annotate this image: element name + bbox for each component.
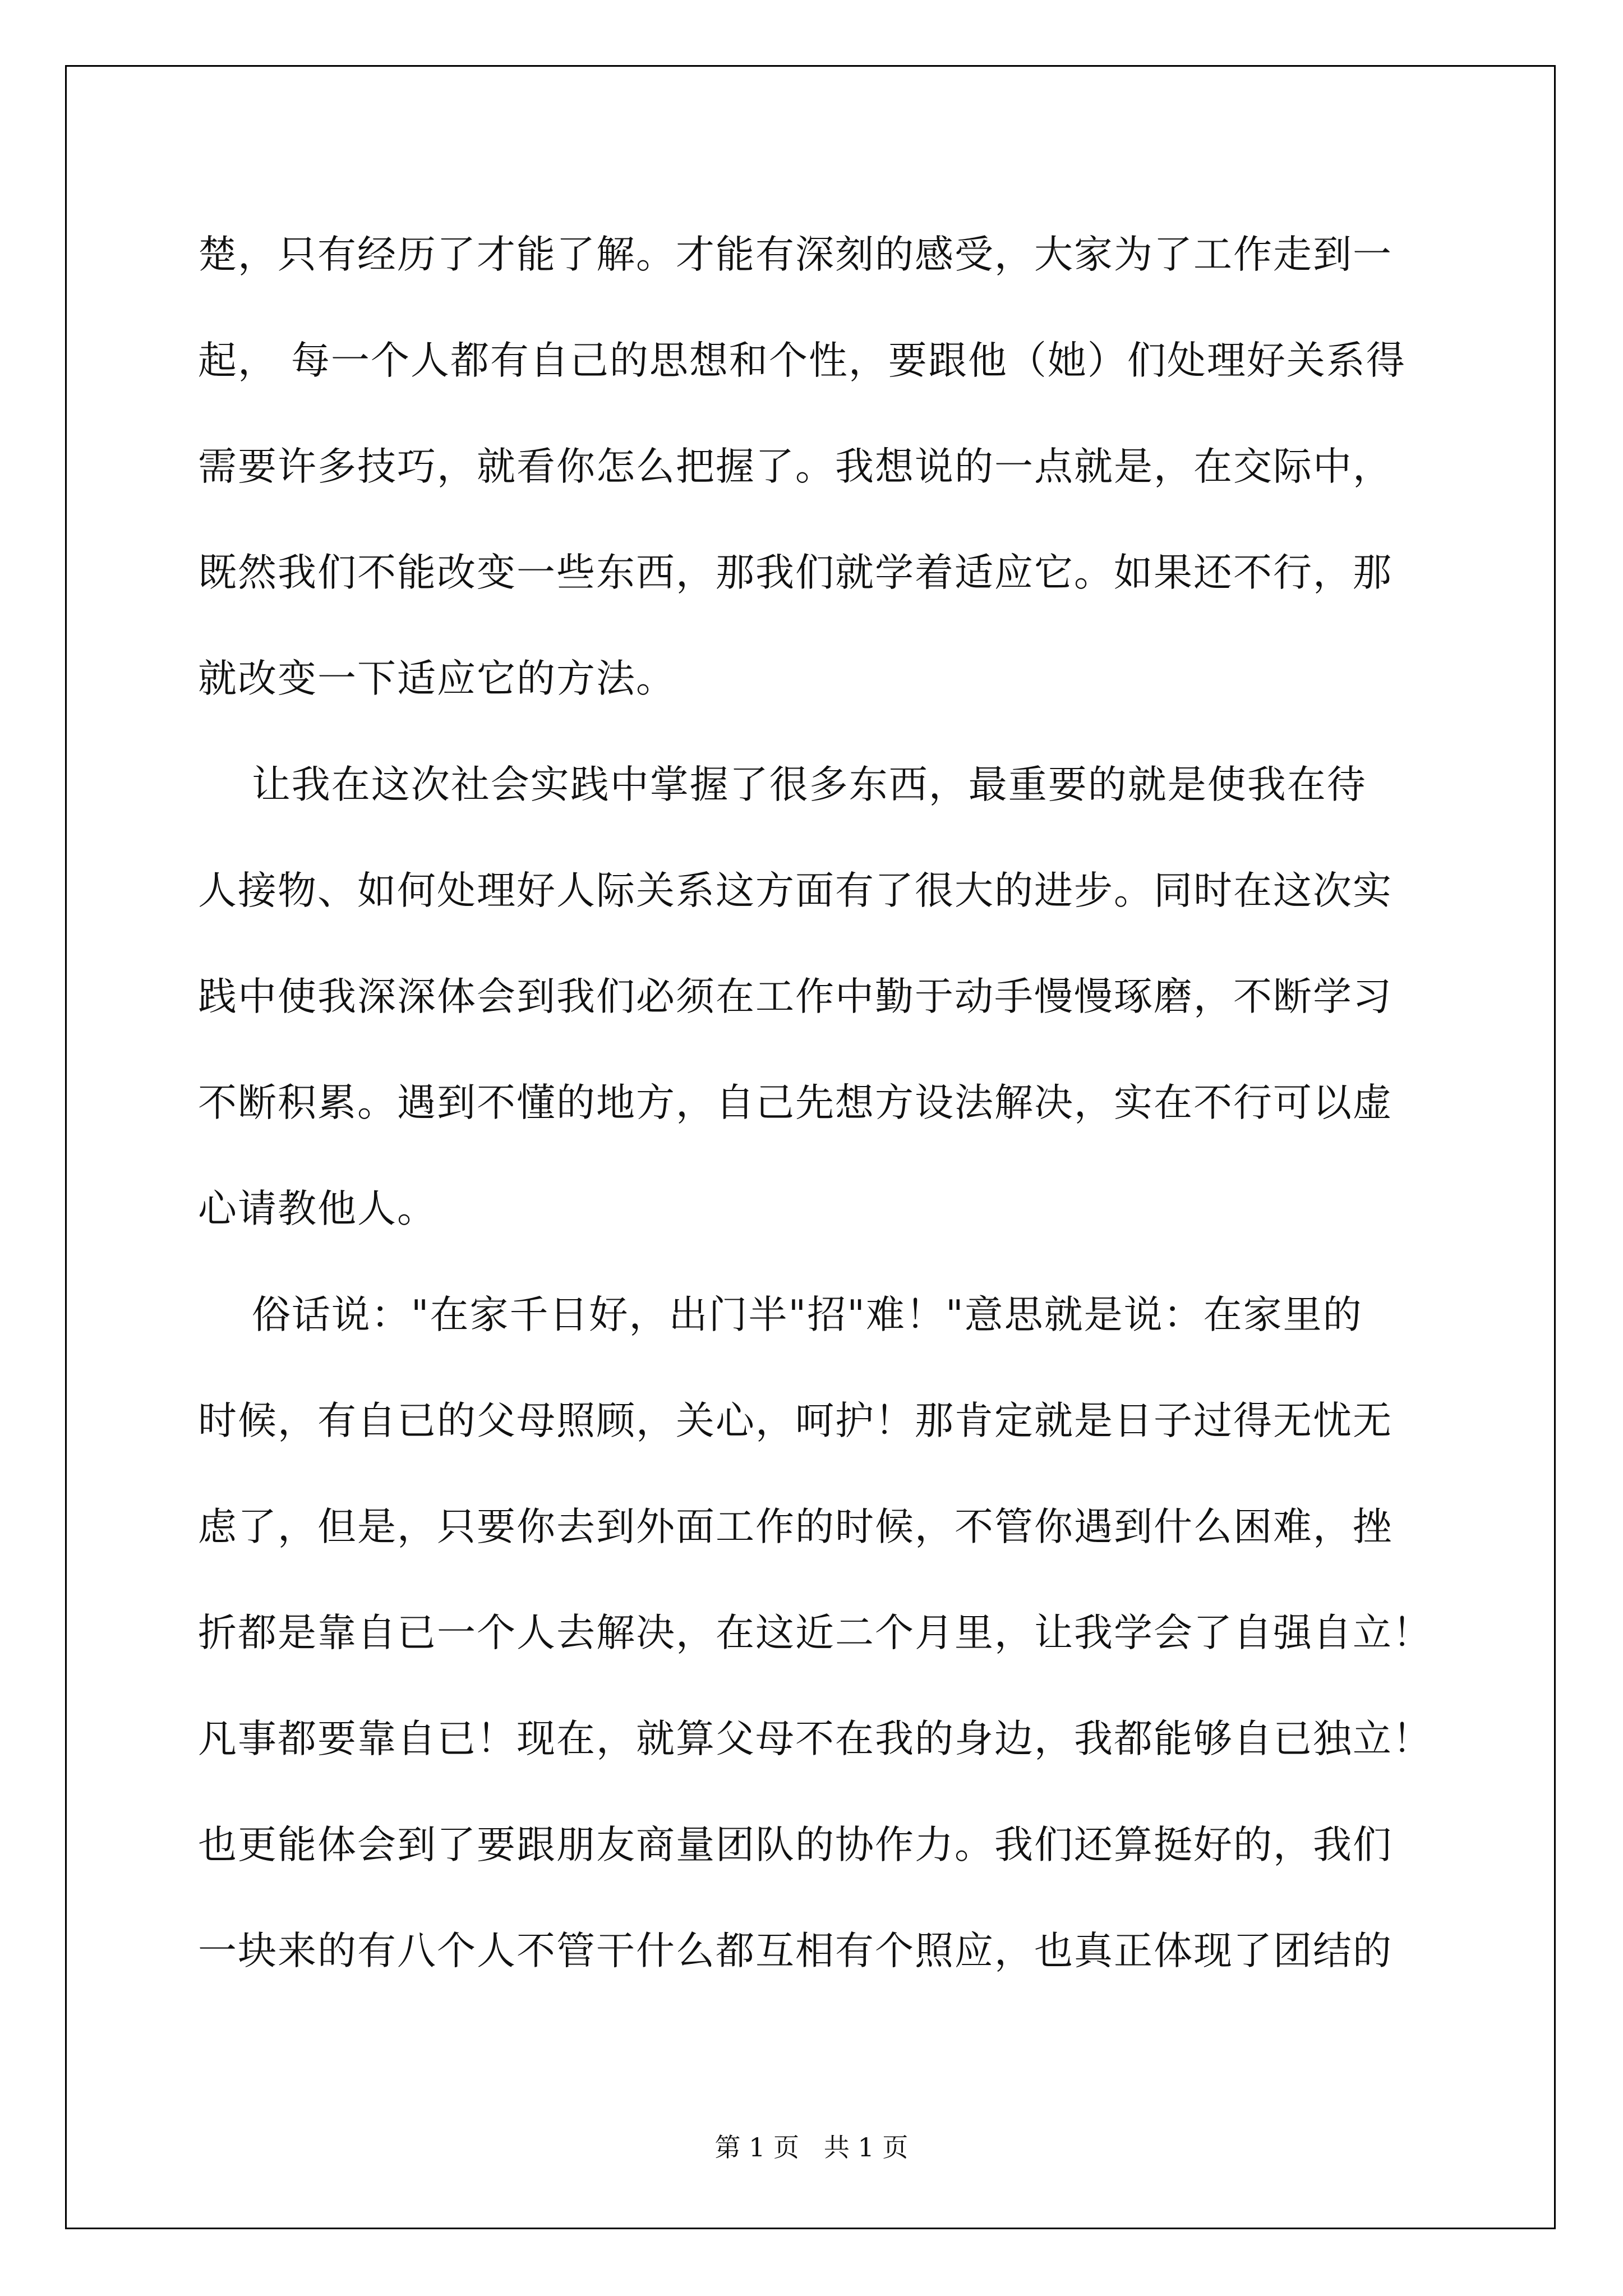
document-body (198, 202, 1432, 2004)
text-line: 心请教他人。 (198, 1186, 437, 1231)
text-line: 人接物、如何处理好人际关系这方面有了很大的进步。同时在这次实 (198, 868, 1393, 913)
text-line: 让我在这次社会实践中掌握了很多东西，最重要的就是使我在待 (198, 762, 1367, 807)
text-line: 也更能体会到了要跟朋友商量团队的协作力。我们还算挺好的，我们 (198, 1823, 1393, 1867)
text-line: 楚，只有经历了才能了解。才能有深刻的感受，大家为了工作走到一 (198, 232, 1393, 277)
text-line: 就改变一下适应它的方法。 (198, 656, 676, 701)
text-line: 俗话说："在家千日好，出门半"招"难！"意思就是说：在家里的 (198, 1292, 1363, 1337)
text-line: 践中使我深深体会到我们必须在工作中勤于动手慢慢琢磨，不断学习 (198, 974, 1393, 1019)
text-line: 起， 每一个人都有自己的思想和个性，要跟他（她）们处理好关系得 (198, 338, 1406, 383)
page-number-footer: 第 1 页 共 1 页 (714, 2132, 909, 2162)
text-line: 既然我们不能改变一些东西，那我们就学着适应它。如果还不行，那 (198, 550, 1393, 595)
text-line: 不断积累。遇到不懂的地方，自己先想方设法解决，实在不行可以虚 (198, 1080, 1393, 1125)
text-line: 需要许多技巧，就看你怎么把握了。我想说的一点就是，在交际中， (198, 444, 1393, 489)
text-line: 凡事都要靠自已！现在，就算父母不在我的身边，我都能够自已独立！ (198, 1717, 1432, 1761)
text-line: 折都是靠自已一个人去解决，在这近二个月里，让我学会了自强自立！ (198, 1611, 1432, 1655)
text-line: 时候，有自已的父母照顾，关心，呵护！那肯定就是日子过得无忧无 (198, 1398, 1393, 1443)
text-line: 虑了，但是，只要你去到外面工作的时候，不管你遇到什么困难，挫 (198, 1504, 1393, 1549)
text-line: 一块来的有八个人不管干什么都互相有个照应，也真正体现了团结的 (198, 1929, 1393, 1973)
